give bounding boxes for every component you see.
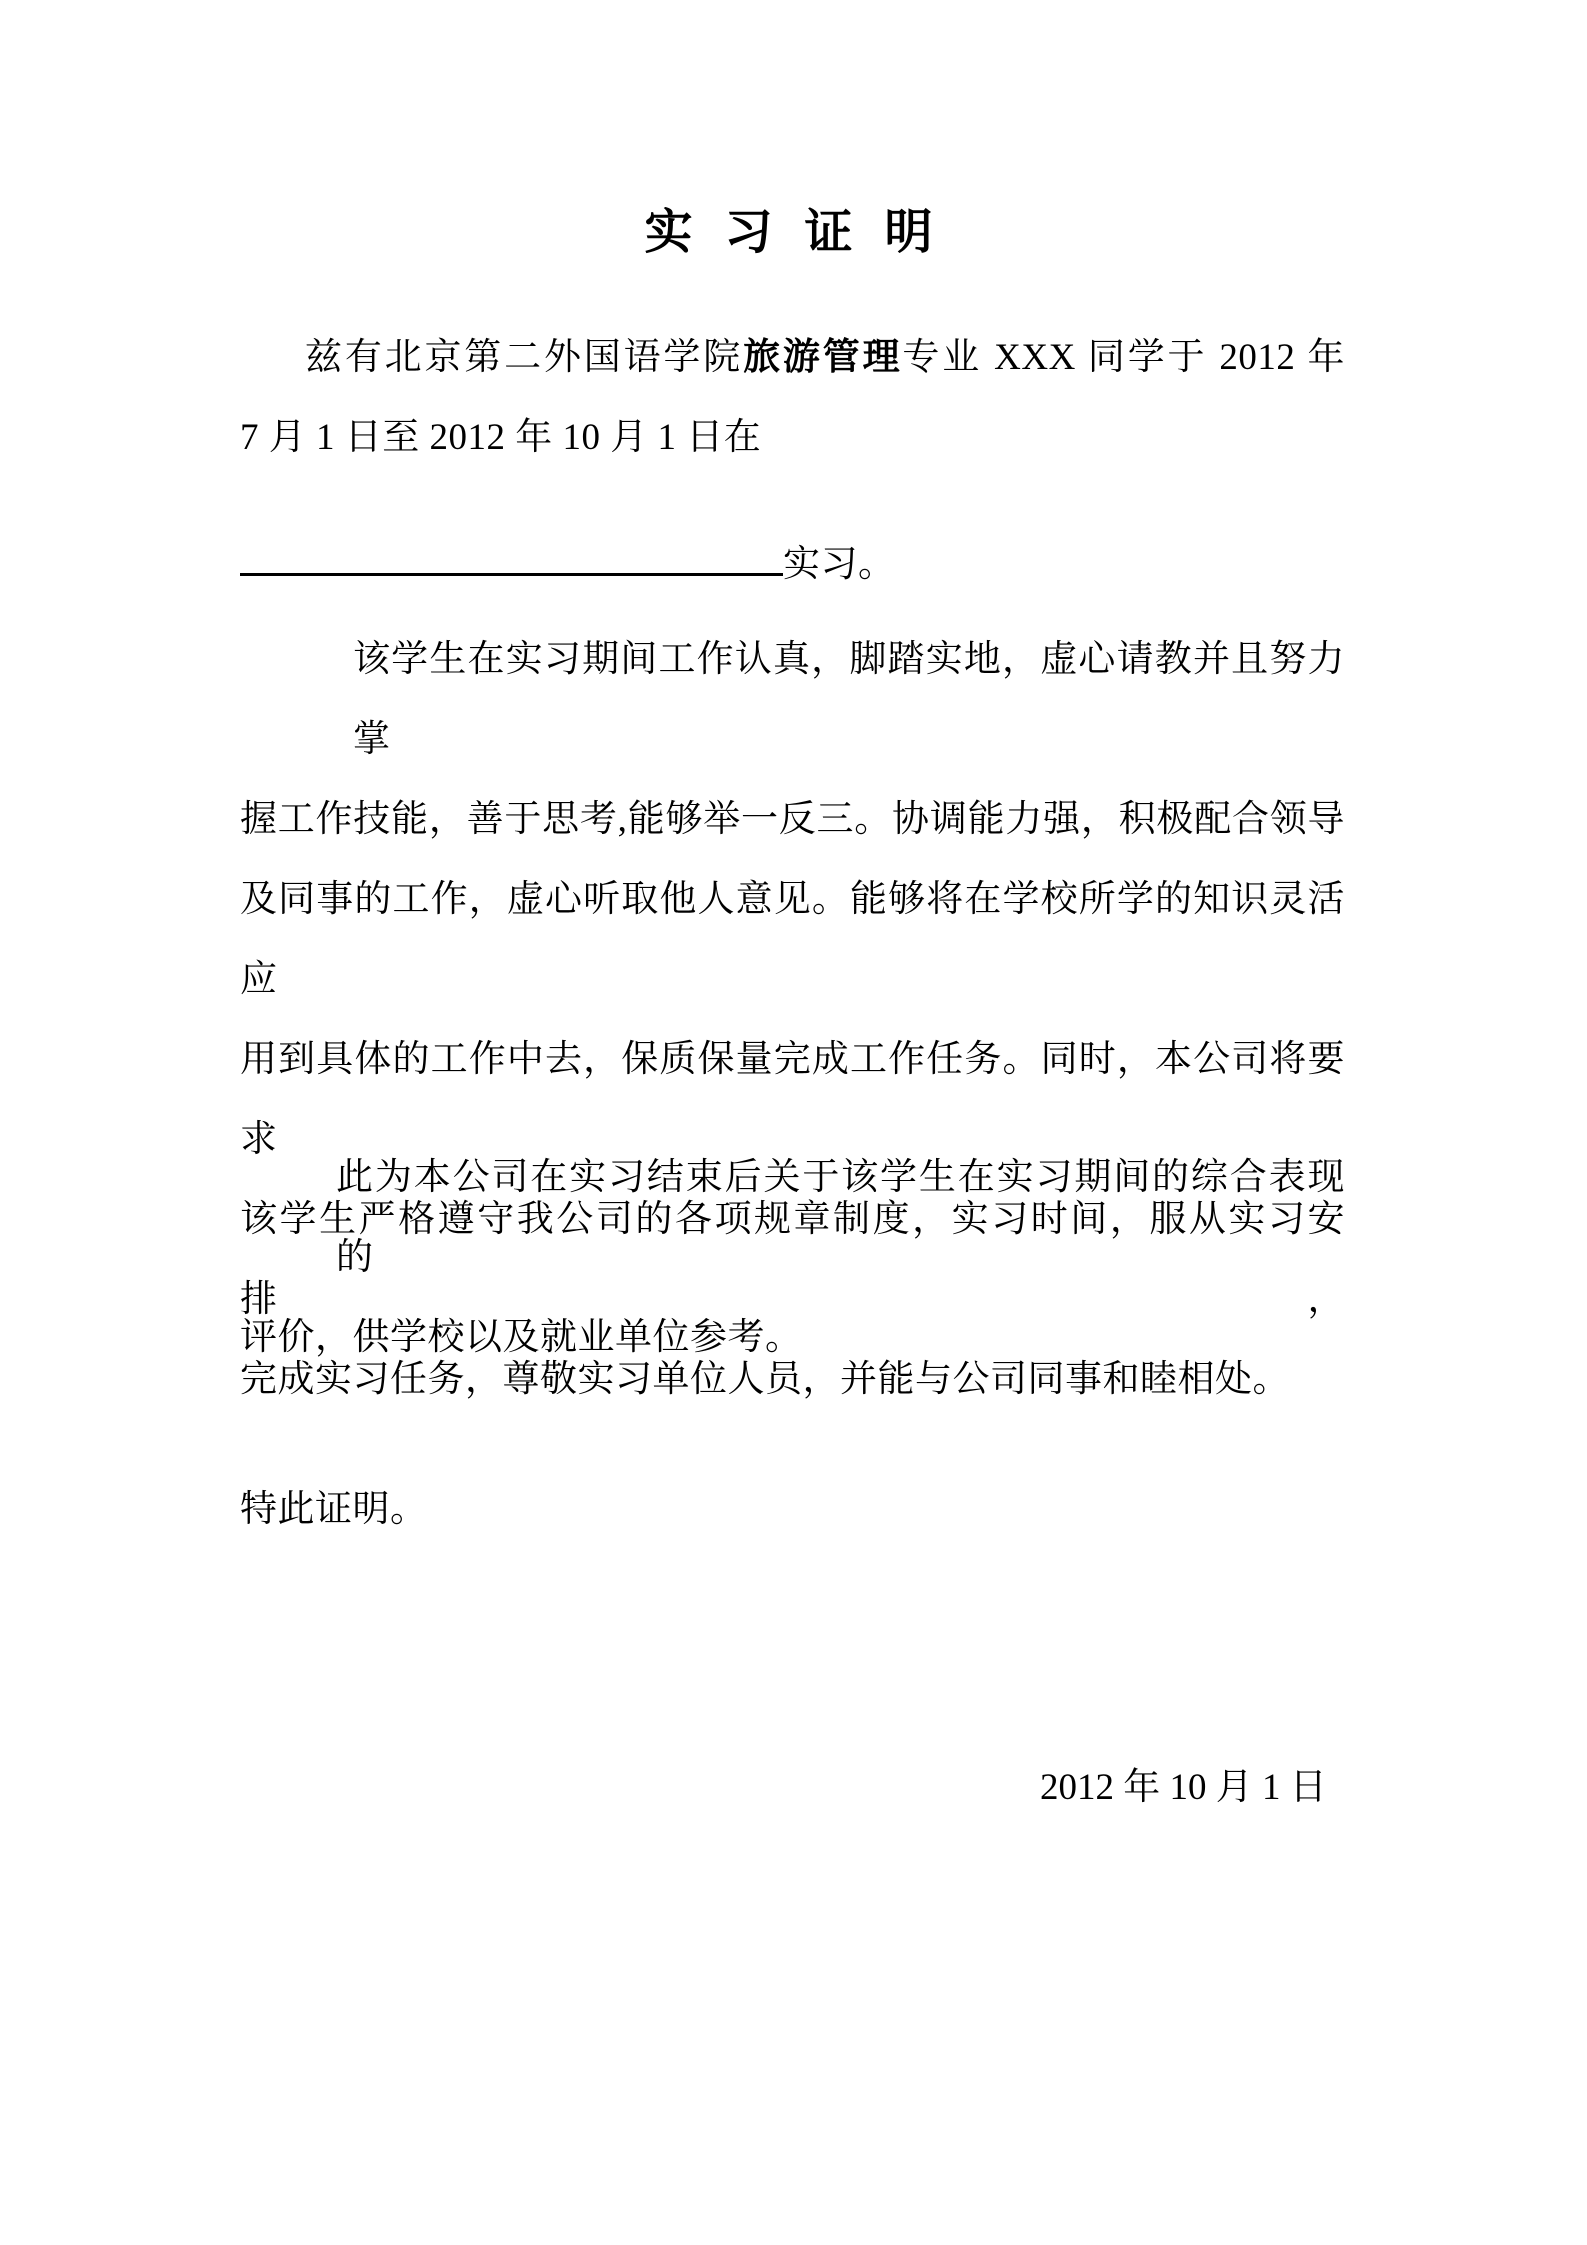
major-name-text: 旅游管理	[743, 337, 903, 378]
evaluation-line: 握工作技能，善于思考,能够举一反三。协调能力强，积极配合领导	[240, 799, 1345, 840]
intro-paragraph	[240, 318, 1345, 478]
note-line: 评价，供学校以及就业单位参考。	[240, 1317, 803, 1358]
evaluation-line: 及同事的工作，虚心听取他人意见。能够将在学校所学的知识灵活应	[240, 879, 1345, 1000]
evaluation-line: 用到具体的工作中去，保质保量完成工作任务。同时，本公司将要求	[240, 1039, 1345, 1160]
evaluation-line: 该学生严格遵守我公司的各项规章制度，实习时间，服从实习安排，	[240, 1199, 1345, 1320]
evaluation-line: 完成实习任务，尊敬实习单位人员，并能与公司同事和睦相处。	[240, 1359, 1290, 1400]
date-line: 2012 年 10 月 1 日	[1040, 1767, 1327, 1808]
closing-statement: 特此证明。	[240, 1489, 428, 1530]
fill-in-blank-row	[240, 525, 1345, 605]
company-blank-underline	[240, 573, 783, 576]
document-title: 实 习 证 明	[644, 206, 943, 259]
intro-line-2: 7 月 1 日至 2012 年 10 月 1 日在	[240, 417, 762, 458]
student-period-text: 专业 XXX 同学于 2012 年	[902, 337, 1346, 378]
evaluation-line: 该学生在实习期间工作认真，脚踏实地，虚心请教并且努力掌	[353, 639, 1345, 760]
note-paragraph	[240, 1138, 1345, 1378]
school-name-text: 兹有北京第二外国语学院	[305, 337, 744, 378]
blank-suffix-text: 实习。	[783, 544, 896, 585]
intro-line-1	[240, 318, 1345, 398]
note-line: 此为本公司在实习结束后关于该学生在实习期间的综合表现的	[336, 1157, 1345, 1278]
